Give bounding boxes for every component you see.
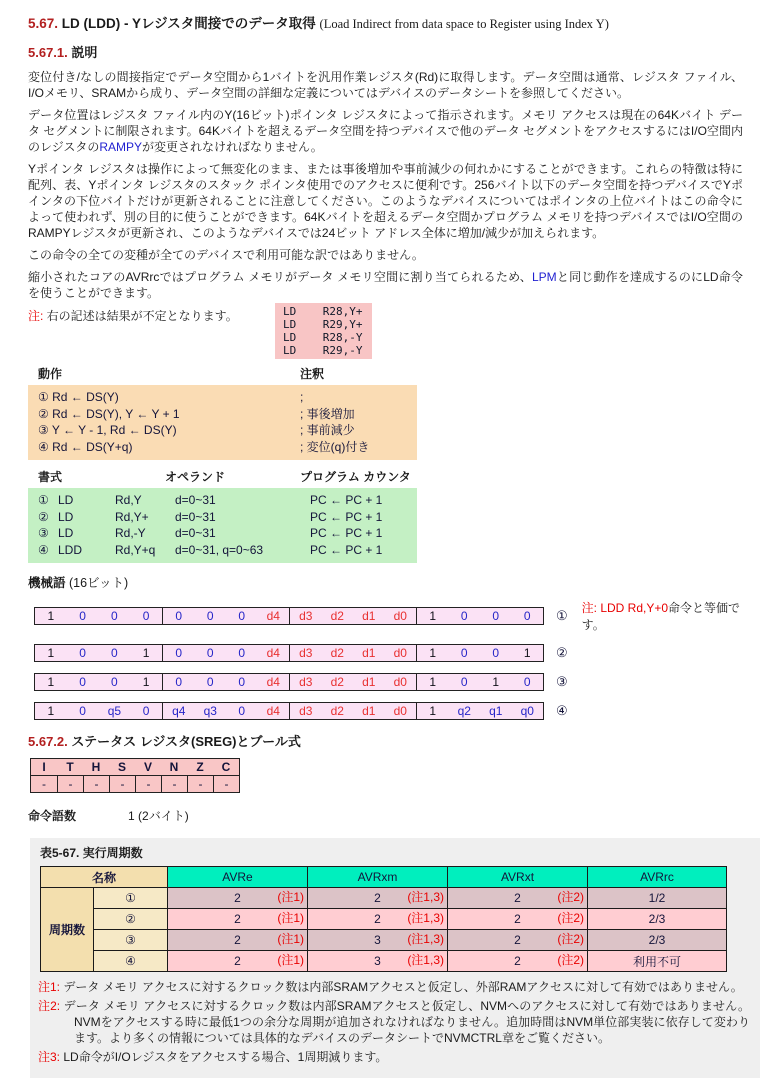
paragraph-text: と同じ動作を達成するのにLD命令を使うことができます。 [28, 270, 743, 300]
machine-code-heading-sub: (16ビット) [65, 576, 129, 590]
operation-row [28, 422, 417, 439]
format-number: ③ [38, 526, 49, 540]
sreg-flag-cell: I [42, 760, 46, 774]
cycle-note-ref: (注1,3) [407, 953, 444, 967]
cycles-row-header: 周期数 [41, 888, 94, 972]
bit-cell: 0 [175, 609, 183, 623]
arch-header-avrxm: AVRxm [308, 867, 448, 888]
instruction-words-value: 1 (2バイト) [128, 809, 189, 823]
operation-comment: ; 変位(q)付き [300, 439, 370, 454]
format-program-counter: PC ← PC + 1 [310, 493, 383, 507]
operation-expression: ① Rd ← DS(Y) [38, 390, 119, 404]
lpm-link[interactable]: LPM [531, 270, 557, 284]
machine-code-word [34, 702, 544, 720]
cycle-value: 2 [234, 933, 241, 947]
format-range: d=0~31 [175, 509, 216, 524]
cycle-note-ref: (注1,3) [407, 932, 444, 946]
machine-code-nibble [162, 674, 289, 690]
bit-cell: 0 [111, 675, 118, 689]
bit-cell: 0 [523, 609, 531, 623]
description-paragraph-5 [28, 269, 743, 301]
cycle-value-cell [448, 888, 588, 909]
cycle-table-note [38, 1049, 750, 1065]
bit-cell: d1 [362, 609, 376, 623]
section-number: 5.67.2. [28, 734, 68, 749]
bit-cell: d0 [393, 675, 407, 689]
cycle-value: 2 [374, 891, 381, 905]
machine-code-word [34, 673, 544, 691]
cycle-table-row [41, 930, 727, 951]
bit-cell: d2 [330, 646, 344, 660]
cycle-value: 3 [374, 933, 381, 947]
bit-cell: 1 [47, 675, 55, 689]
machine-code-nibble [416, 645, 543, 661]
cycle-table-row [41, 951, 727, 972]
paragraph-text: 変位付き/なしの間接指定でデータ空間から1バイトを汎用作業レジスタ(Rd)に取得します。データ空間は通常、レジスタ ファイル、I/Oメモリ、SRAMから成り、データ空間の詳細な定義についてはデバイスのデータシートを参照してください。 [28, 70, 743, 100]
machine-code-row-number: ① [556, 608, 568, 623]
sreg-values-row [31, 775, 239, 792]
note-text: 右の記述は結果が不定となります。 [43, 309, 238, 323]
description-paragraph-2 [28, 107, 743, 155]
machine-code-nibble [162, 645, 289, 661]
operation-column-header: 動作 [38, 367, 63, 381]
bit-cell: 0 [206, 675, 214, 689]
sreg-value-cell: - [135, 775, 161, 792]
cycle-value: 2/3 [648, 912, 666, 926]
arch-header-avrrc: AVRrc [588, 867, 727, 888]
machine-code-nibble [162, 608, 289, 624]
undefined-result-note-row [28, 307, 761, 365]
machine-code-note-text: 命令と等価です。 [581, 601, 741, 632]
cycle-value-cell [588, 930, 727, 951]
sreg-value-cell: - [213, 775, 239, 792]
cycle-value-cell [308, 909, 448, 930]
machine-code-heading-label: 機械語 [28, 576, 66, 590]
format-mnemonic: LD [58, 526, 74, 540]
note-label: 注: [28, 309, 44, 323]
bit-cell: d4 [266, 646, 280, 660]
bit-cell: d0 [393, 646, 407, 660]
machine-code-heading [28, 573, 761, 591]
variant-number-cell: ② [94, 909, 168, 930]
description-paragraph-1 [28, 69, 743, 101]
cycle-table [40, 866, 727, 972]
cycle-note-ref: (注1) [277, 932, 304, 946]
bit-cell: 0 [238, 646, 246, 660]
format-range: d=0~31 [175, 493, 216, 507]
cycle-value: 2 [514, 933, 521, 947]
machine-code-rows [28, 599, 761, 720]
cycle-value-cell [448, 909, 588, 930]
bit-cell: 1 [142, 675, 150, 689]
format-mnemonic: LD [58, 509, 74, 524]
bit-cell: d1 [362, 675, 376, 689]
machine-code-nibble [289, 674, 416, 690]
bit-cell: 1 [47, 704, 55, 718]
cycle-table-row [41, 888, 727, 909]
cycle-value: 2 [514, 912, 521, 926]
bit-cell: q4 [172, 704, 186, 718]
machine-code-row-number: ③ [556, 674, 568, 689]
bit-cell: d3 [299, 609, 313, 623]
sreg-flag-cell: Z [196, 760, 204, 774]
format-number: ② [38, 509, 49, 524]
machine-code-nibble [416, 703, 543, 719]
bit-cell: d2 [330, 704, 344, 718]
variant-number-cell: ① [94, 888, 168, 909]
format-row [28, 525, 417, 542]
bit-cell: 0 [460, 675, 468, 689]
operation-table [28, 385, 417, 460]
description-paragraph-4 [28, 247, 743, 263]
cycle-value-cell [308, 930, 448, 951]
bit-cell: d3 [299, 675, 313, 689]
cycle-table-notes [38, 979, 752, 1065]
sreg-value-cell: - [57, 775, 83, 792]
machine-code-nibble [35, 645, 162, 661]
note-label: 注3: [38, 1050, 61, 1064]
bit-cell: 1 [142, 646, 150, 660]
format-program-counter: PC ← PC + 1 [310, 526, 383, 540]
bit-cell: 0 [460, 646, 468, 660]
cycle-table-note [38, 979, 750, 995]
format-row [28, 509, 417, 526]
cycle-note-ref: (注1) [277, 911, 304, 925]
sreg-flag-cell: C [221, 760, 231, 774]
cycle-value: 2 [234, 954, 241, 968]
warning-note [28, 309, 238, 323]
bit-cell: 0 [460, 609, 468, 623]
cycle-value: 3 [374, 954, 381, 968]
sreg-flag-cell: H [91, 760, 101, 774]
bit-cell: 0 [238, 609, 246, 623]
bit-cell: 0 [79, 646, 86, 660]
paragraph-text: が変更されなければなりません。 [142, 140, 323, 154]
machine-code-row [34, 702, 761, 720]
comment-column-header: 注釈 [300, 367, 325, 381]
format-operand: Rd,Y+q [115, 542, 156, 557]
cycle-note-ref: (注1,3) [407, 911, 444, 925]
name-header-cell: 名称 [41, 867, 168, 888]
format-operand: Rd,-Y [115, 526, 146, 540]
section-number: 5.67. [28, 16, 59, 31]
bit-cell: 0 [492, 646, 500, 660]
machine-code-nibble [416, 674, 543, 690]
cycle-value: 2 [234, 912, 241, 926]
machine-code-nibble [416, 608, 543, 624]
bit-cell: d4 [266, 675, 280, 689]
rampy-link[interactable]: RAMPY [99, 140, 143, 154]
note-text: データ メモリ アクセスに対するクロック数は内部SRAMアクセスと仮定し、外部RAMアクセスに対して有効ではありません。 [60, 980, 743, 994]
bit-cell: d4 [266, 704, 280, 718]
machine-code-nibble [289, 703, 416, 719]
bit-cell: d3 [299, 704, 313, 718]
sreg-flag-cell: S [117, 760, 126, 774]
operation-table-header [28, 365, 761, 382]
format-column-header: 書式 [38, 470, 63, 484]
cycle-table-row [41, 909, 727, 930]
cycle-value: 利用不可 [632, 954, 681, 969]
bit-cell: d1 [362, 646, 376, 660]
cycle-value-cell [168, 951, 308, 972]
assembly-code-line: LD R28,-Y [283, 331, 363, 344]
operand-column-header: オペランド [165, 470, 226, 484]
bit-cell: 0 [238, 704, 246, 718]
cycle-value-cell [448, 930, 588, 951]
bit-cell: q3 [203, 704, 217, 718]
bit-cell: d4 [266, 609, 280, 623]
assembly-code-line: LD R29,Y+ [283, 318, 363, 331]
machine-code-nibble [35, 703, 162, 719]
program-counter-column-header: プログラム カウンタ [300, 470, 411, 484]
bit-cell: 0 [111, 646, 118, 660]
format-program-counter: PC ← PC + 1 [310, 509, 383, 524]
operation-expression: ④ Rd ← DS(Y+q) [38, 439, 133, 454]
format-mnemonic: LD [58, 493, 74, 507]
machine-code-row-number: ② [556, 645, 568, 660]
sreg-flag-cell: T [66, 760, 74, 774]
machine-code-row-number: ④ [556, 703, 568, 718]
machine-code-nibble [35, 608, 162, 624]
bit-cell: 0 [79, 609, 86, 623]
cycle-value: 2 [514, 891, 521, 905]
operation-row [28, 406, 417, 423]
bit-cell: 0 [79, 704, 86, 718]
bit-cell: 0 [142, 704, 150, 718]
operation-row [28, 389, 417, 406]
sreg-flag-cell: V [143, 760, 152, 774]
operation-comment: ; 事後増加 [300, 406, 355, 421]
cycle-value-cell [448, 951, 588, 972]
sreg-flag-cell: N [169, 760, 179, 774]
bit-cell: 1 [429, 609, 437, 623]
cycle-note-ref: (注1) [277, 953, 304, 967]
bit-cell: 1 [429, 646, 437, 660]
machine-code-note [582, 599, 761, 633]
cycle-note-ref: (注2) [557, 953, 584, 967]
assembly-code-block [275, 303, 372, 359]
sreg-value-cell: - [109, 775, 135, 792]
note-text: LD命令がI/Oレジスタをアクセスする場合、1周期減ります。 [60, 1050, 388, 1064]
note-label: 注2: [38, 999, 61, 1013]
bit-cell: q1 [489, 704, 503, 718]
paragraph-text: データ位置はレジスタ ファイル内のY(16ビット)ポインタ レジスタによって指示されます。メモリ アクセスは現在の64Kバイト データ セグメントに制限されます。64Kバイトを超えるデータ空間を持つデバイスで他のデータ セグメントをアクセスするにはI/O空間内のレジスタの [28, 108, 743, 154]
cycle-value: 2 [374, 912, 381, 926]
bit-cell: 1 [429, 704, 437, 718]
format-table-header [28, 468, 761, 485]
cycle-table-body [41, 888, 727, 972]
machine-code-nibble [35, 674, 162, 690]
arch-header-avrxt: AVRxt [448, 867, 588, 888]
bit-cell: d0 [393, 609, 407, 623]
bit-cell: d2 [330, 675, 344, 689]
machine-code-row [34, 673, 761, 691]
section-heading-description [28, 42, 761, 61]
paragraph-text: 縮小されたコアのAVRrcではプログラム メモリがデータ メモリ空間に割り当てられるため、 [28, 270, 532, 284]
cycle-value-cell [168, 930, 308, 951]
paragraph-text: Yポインタ レジスタは操作によって無変化のまま、または事後増加や事前減少の何れかにすることができます。これらの特徴は特に配列、表、Yポインタ レジスタのスタック ポインタ使用でのアクセスに便利です。256バイト以下のデータ空間を持つデバイスでYポインタの下位バイトだけが更新されることに注意してください。このようなデバイスについてはポインタの上位バイトはこの命令によって使われず、別の目的に使うことができます。64Kバイトを超えるデータ空間かプログラム メモリを持つデバイスではI/O空間のRAMPYレジスタが更新され、このようなデバイスでは24ビット アドレス全体に増加/減少が加えられます。 [28, 162, 743, 240]
machine-code-row [34, 599, 761, 633]
bit-cell: q5 [107, 704, 122, 718]
sreg-value-cell: - [83, 775, 109, 792]
cycle-value-cell [588, 909, 727, 930]
cycle-value-cell [308, 888, 448, 909]
bit-cell: 1 [492, 675, 500, 689]
cycle-value-cell [588, 951, 727, 972]
cycle-value: 2/3 [648, 933, 666, 947]
instruction-words-label: 命令語数 [28, 809, 77, 823]
operation-comment: ; [300, 390, 304, 404]
variant-number-cell: ④ [94, 951, 168, 972]
format-operand: Rd,Y [115, 493, 142, 507]
machine-code-note-red: 注: LDD Rd,Y+0 [581, 601, 669, 615]
section-heading-label: ステータス レジスタ(SREG)とブール式 [67, 734, 301, 749]
cycle-value: 2 [514, 954, 521, 968]
instruction-words-row [28, 807, 761, 824]
format-number: ④ [38, 542, 49, 557]
operation-expression: ③ Y ← Y - 1, Rd ← DS(Y) [38, 423, 177, 437]
bit-cell: 1 [429, 675, 437, 689]
bit-cell: 0 [206, 609, 214, 623]
cycle-value-cell [168, 909, 308, 930]
title-english: (Load Indirect from data space to Register using Index Y) [319, 17, 609, 31]
bit-cell: 0 [142, 609, 150, 623]
cycle-table-note [38, 998, 750, 1046]
execution-cycles-panel [30, 838, 760, 1078]
cycle-note-ref: (注2) [557, 932, 584, 946]
format-row [28, 542, 417, 559]
format-range: d=0~31 [175, 526, 216, 540]
cycle-note-ref: (注1,3) [407, 890, 444, 904]
machine-code-row [34, 644, 761, 662]
operation-row [28, 439, 417, 456]
cycle-table-header-row [41, 867, 727, 888]
cycle-value: 2 [234, 891, 241, 905]
bit-cell: 0 [111, 609, 118, 623]
cycle-note-ref: (注2) [557, 911, 584, 925]
machine-code-word [34, 607, 544, 625]
assembly-code-line: LD R28,Y+ [283, 305, 363, 318]
cycle-note-ref: (注2) [557, 890, 584, 904]
machine-code-word [34, 644, 544, 662]
cycle-table-caption: 表5-67. 実行周期数 [40, 846, 143, 860]
format-range: d=0~31, q=0~63 [175, 542, 264, 557]
format-number: ① [38, 493, 49, 507]
bit-cell: 0 [79, 675, 86, 689]
cycle-value: 1/2 [648, 891, 666, 905]
bit-cell: 0 [175, 675, 183, 689]
bit-cell: d2 [330, 609, 344, 623]
paragraph-text: この命令の全ての変種が全てのデバイスで利用可能な訳ではありません。 [28, 248, 424, 262]
note-text: データ メモリ アクセスに対するクロック数は内部SRAMアクセスと仮定し、NVMへのアクセスに対して有効ではありません。NVMをアクセスする時に最低1つの余分な周期が追加されなければなりません。追加時間はNVM単位部実装に依存して変わります。より多くの情報については具体的なデバイスのデータシートでNVMCTRL章をご覧ください。 [60, 999, 750, 1045]
bit-cell: 0 [206, 646, 214, 660]
cycle-value-cell [168, 888, 308, 909]
cycle-value-cell [308, 951, 448, 972]
sreg-value-cell: - [161, 775, 187, 792]
operation-expression: ② Rd ← DS(Y), Y ← Y + 1 [38, 406, 180, 421]
operation-comment: ; 事前減少 [300, 423, 355, 437]
bit-cell: d1 [362, 704, 376, 718]
bit-cell: 0 [238, 675, 246, 689]
bit-cell: 0 [523, 675, 531, 689]
note-label: 注1: [38, 980, 61, 994]
bit-cell: 0 [175, 646, 183, 660]
section-heading-label: 説明 [67, 45, 98, 60]
bit-cell: q2 [457, 704, 471, 718]
bit-cell: d0 [393, 704, 407, 718]
bit-cell: q0 [520, 704, 534, 718]
format-mnemonic: LDD [58, 542, 83, 557]
format-operand: Rd,Y+ [115, 509, 149, 524]
title-japanese: LD (LDD) - Yレジスタ間接でのデータ取得 [58, 16, 320, 31]
sreg-table [30, 758, 240, 793]
cycle-note-ref: (注1) [277, 890, 304, 904]
assembly-code-line: LD R29,-Y [283, 344, 363, 357]
machine-code-nibble [289, 608, 416, 624]
section-heading-sreg [28, 731, 761, 750]
bit-cell: 0 [492, 609, 500, 623]
bit-cell: 1 [523, 646, 531, 660]
bit-cell: d3 [299, 646, 313, 660]
section-number: 5.67.1. [28, 45, 68, 60]
format-table [28, 488, 417, 563]
format-row [28, 492, 417, 509]
description-paragraph-3 [28, 161, 743, 241]
bit-cell: 1 [47, 646, 55, 660]
sreg-value-cell: - [187, 775, 213, 792]
sreg-value-cell: - [31, 775, 57, 792]
machine-code-nibble [162, 703, 289, 719]
variant-number-cell: ③ [94, 930, 168, 951]
arch-header-avre: AVRe [168, 867, 308, 888]
sreg-flags-row [31, 759, 239, 775]
page-title [28, 12, 761, 32]
format-program-counter: PC ← PC + 1 [310, 542, 383, 557]
cycle-value-cell [588, 888, 727, 909]
machine-code-nibble [289, 645, 416, 661]
bit-cell: 1 [47, 609, 55, 623]
